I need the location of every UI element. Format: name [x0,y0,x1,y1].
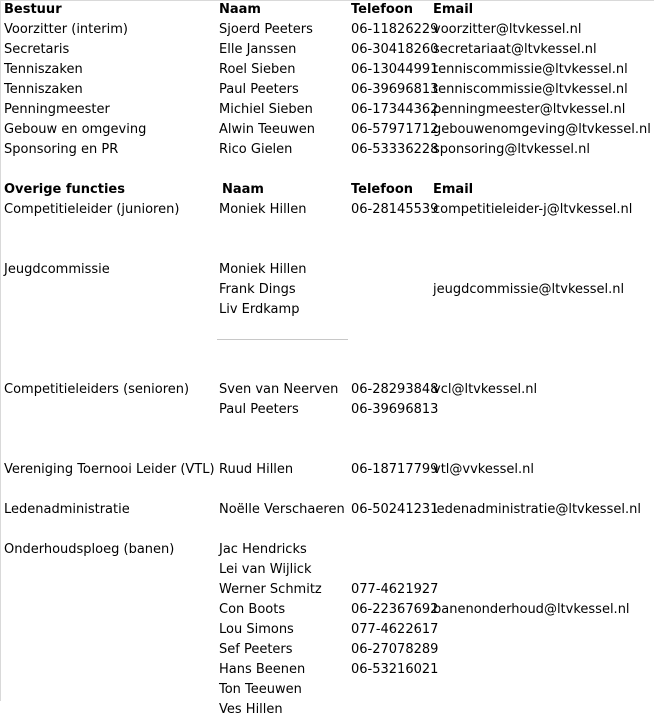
phone-cell: 06-28293848 [351,382,439,397]
name-cell: Lei van Wijlick [219,562,312,577]
table-row [0,500,654,520]
table-row [0,660,654,680]
phone-cell: 077-4621927 [351,582,439,597]
table-row [0,20,654,40]
table-row [0,460,654,480]
divider-line [217,339,348,340]
role-cell: Onderhoudsploeg (banen) [4,542,175,557]
table-row [0,80,654,100]
table-row [0,640,654,660]
table-row [0,120,654,140]
name-cell: Lou Simons [219,622,294,637]
phone-cell: 06-11826229 [351,22,439,37]
email-cell: voorzitter@ltvkessel.nl [433,22,582,37]
blank-row [0,340,654,360]
phone-cell: 06-39696813 [351,82,439,97]
header-phone: Telefoon [351,182,414,197]
blank-row [0,520,654,540]
phone-cell: 06-28145539 [351,202,439,217]
name-cell: Moniek Hillen [219,202,307,217]
role-cell: Secretaris [4,42,70,57]
name-cell: Moniek Hillen [219,262,307,277]
table-row [0,140,654,160]
table-row [0,620,654,640]
name-cell: Jac Hendricks [219,542,307,557]
name-cell: Frank Dings [219,282,296,297]
header-name: Naam [222,182,264,197]
phone-cell: 06-57971712 [351,122,439,137]
role-cell: Voorzitter (interim) [4,22,128,37]
header-role: Bestuur [4,2,62,17]
name-cell: Sjoerd Peeters [219,22,313,37]
email-cell: tenniscommissie@ltvkessel.nl [433,62,628,77]
table-row [0,700,654,720]
email-cell: jeugdcommissie@ltvkessel.nl [433,282,625,297]
role-cell: Tenniszaken [4,82,83,97]
table-row [0,560,654,580]
header-role: Overige functies [4,182,125,197]
name-cell: Ves Hillen [219,702,283,717]
email-cell: sponsoring@ltvkessel.nl [433,142,590,157]
name-cell: Noëlle Verschaeren [219,502,345,517]
blank-row [0,240,654,260]
table-row [0,300,654,320]
overige-header-row [0,180,654,200]
name-cell: Roel Sieben [219,62,296,77]
table-row [0,200,654,220]
phone-cell: 06-13044991 [351,62,439,77]
role-cell: Vereniging Toernooi Leider (VTL) [4,462,215,477]
role-cell: Sponsoring en PR [4,142,119,157]
role-cell: Tenniszaken [4,62,83,77]
blank-row [0,440,654,460]
name-cell: Werner Schmitz [219,582,322,597]
name-cell: Rico Gielen [219,142,293,157]
blank-row [0,220,654,240]
table-row [0,400,654,420]
name-cell: Elle Janssen [219,42,297,57]
header-name: Naam [219,2,261,17]
table-row [0,580,654,600]
phone-cell: 06-53216021 [351,662,439,677]
phone-cell: 077-4622617 [351,622,439,637]
header-phone: Telefoon [351,2,414,17]
blank-row [0,360,654,380]
name-cell: Sven van Neerven [219,382,339,397]
email-cell: penningmeester@ltvkessel.nl [433,102,626,117]
phone-cell: 06-30418260 [351,42,439,57]
phone-cell: 06-17344362 [351,102,439,117]
name-cell: Alwin Teeuwen [219,122,315,137]
email-cell: tenniscommissie@ltvkessel.nl [433,82,628,97]
email-cell: banenonderhoud@ltvkessel.nl [433,602,630,617]
table-row [0,380,654,400]
name-cell: Sef Peeters [219,642,293,657]
name-cell: Ruud Hillen [219,462,294,477]
role-cell: Competitieleiders (senioren) [4,382,190,397]
name-cell: Con Boots [219,602,286,617]
name-cell: Paul Peeters [219,402,299,417]
table-row [0,260,654,280]
table-row [0,60,654,80]
role-cell: Penningmeester [4,102,110,117]
phone-cell: 06-50241231 [351,502,439,517]
phone-cell: 06-22367692 [351,602,439,617]
blank-row [0,320,654,340]
header-email: Email [433,182,474,197]
phone-cell: 06-18717799 [351,462,439,477]
role-cell: Ledenadministratie [4,502,130,517]
table-row [0,680,654,700]
name-cell: Liv Erdkamp [219,302,300,317]
phone-cell: 06-53336228 [351,142,439,157]
email-cell: ledenadministratie@ltvkessel.nl [433,502,641,517]
email-cell: vtl@vvkessel.nl [433,462,534,477]
email-cell: gebouwenomgeving@ltvkessel.nl [433,122,651,137]
name-cell: Ton Teeuwen [219,682,302,697]
table-row [0,40,654,60]
table-row [0,280,654,300]
name-cell: Hans Beenen [219,662,306,677]
role-cell: Jeugdcommissie [4,262,110,277]
role-cell: Competitieleider (junioren) [4,202,180,217]
table-row [0,540,654,560]
bestuur-header-row [0,0,654,20]
blank-row [0,480,654,500]
phone-cell: 06-39696813 [351,402,439,417]
blank-row [0,420,654,440]
table-row [0,600,654,620]
email-cell: competitieleider-j@ltvkessel.nl [433,202,633,217]
blank-row [0,160,654,180]
name-cell: Michiel Sieben [219,102,313,117]
name-cell: Paul Peeters [219,82,299,97]
email-cell: vcl@ltvkessel.nl [433,382,538,397]
header-email: Email [433,2,474,17]
phone-cell: 06-27078289 [351,642,439,657]
table-row [0,100,654,120]
email-cell: secretariaat@ltvkessel.nl [433,42,597,57]
role-cell: Gebouw en omgeving [4,122,147,137]
